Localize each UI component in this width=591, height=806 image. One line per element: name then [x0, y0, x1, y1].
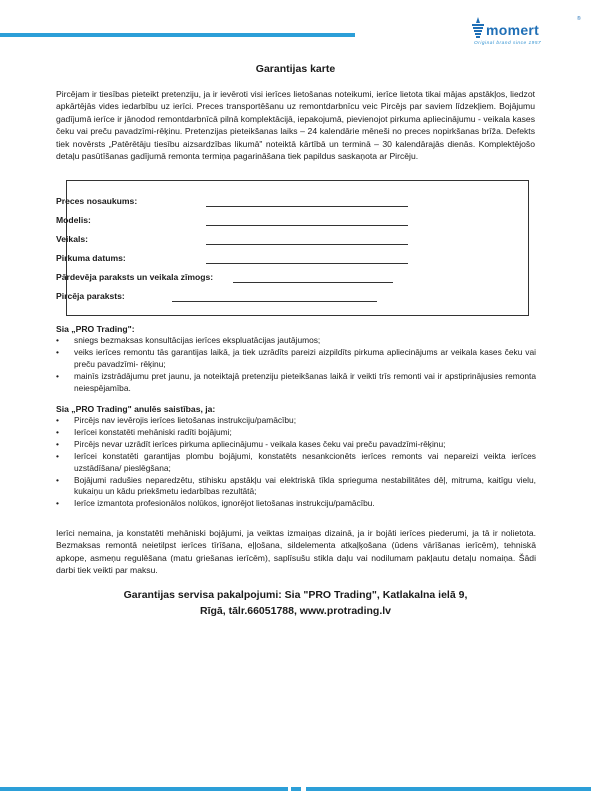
obligations-title: Sia „PRO Trading": — [56, 324, 135, 334]
bullet-icon: • — [56, 426, 59, 437]
intro-paragraph: Pircējam ir tiesības pieteikt pretenziju, ja ir ievēroti visi ierīces lietošanas noteikumi, ierīce lietota tikai mājas apstākļos, liedzot apkārtējās vides iedarbību uz ierīci. Preces transportēšanu uz remontdarbnīcu veic Pircējs par saviem līdzekļiem. Bojājumu gadījumā ierīce ir jānodod remontdarbnīcā pilnā komplektācijā, iepakojumā, pievienojot pirkuma apliecinājumu - veikala kases čeku vai preču pavadzīmi-rēķinu. Pretenzijas pieteikšanas laiks – 24 kalendārie mēneši no preces nopirkšanas brīža. Defekts tiek novērsts „Patērētāju tiesību aizsardzības likumā" noteiktā kārtībā un terminā – 30 kalendārajās dienās. Komplektējošo detaļu pasūtīšanas gadījumā remonta termiņa pagarināšana tiek papildus saskaņota ar Pircēju. — [56, 89, 535, 162]
form-label-purchase-date: Pirkuma datums: — [56, 253, 126, 263]
outro-paragraph: Ierīci nemaina, ja konstatēti mehāniski bojājumi, ja veiktas izmaiņas dizainā, ja ir bojāti ierīces piederumi, ja tā ir nolietota. Bezmaksas remontā neietilpst ierīces tīrīšana, eļļošana, sildelementa atkaļķošana (ūdens vārīšanas ierīcēm), tehniskā apkope, asmeņu regulēšana (matu griešanas ierīcēm), saplīsušu stikla daļu vai nodilumam pakļautu detaļu nomaiņa. Šādi darbi tiek veikti par maksu. — [56, 528, 536, 575]
bullet-icon: • — [56, 438, 59, 449]
bullet-icon: • — [56, 335, 59, 345]
list-item: • Ierīcei konstatēti mehāniski radīti bojājumi; — [56, 426, 232, 437]
logo-wordmark: momert — [486, 22, 540, 38]
bottom-accent-bar-left — [0, 787, 288, 791]
cancellation-title: Sia „PRO Trading" anulēs saistības, ja: — [56, 404, 216, 414]
brand-logo — [470, 14, 584, 52]
company-obligations — [56, 323, 536, 395]
form-label-store: Veikals: — [56, 234, 89, 244]
service-line-1: Garantijas servisa pakalpojumi: Sia "PRO Trading", Katlakalna ielā 9, — [123, 589, 468, 601]
warranty-form-box — [56, 180, 529, 316]
page-title: Garantijas karte — [255, 63, 336, 75]
top-accent-bar — [0, 33, 355, 37]
seller-signature-field[interactable] — [233, 282, 393, 283]
list-item: • sniegs bezmaksas konsultācijas ierīces ekspluatācijas jautājumos; — [56, 335, 321, 345]
form-row-buyer-signature — [56, 291, 528, 305]
form-row-seller-signature — [56, 272, 528, 286]
list-item: • Ierīcei konstatēti garantijas plombu bojājumi, konstatēts nesankcionēts ierīces remonts vai nepareizi veikta ierīces uzstādīšana/ pieslēgšana; — [56, 450, 536, 473]
form-row-purchase-date — [56, 253, 528, 267]
list-item: • mainīs izstrādājumu pret jaunu, ja noteiktajā pretenziju pieteikšanas laikā ir veikti trīs remonti vai ir apstiprinājusies remonta neiespējamība. — [56, 370, 536, 393]
bottom-accent-bar-dash — [291, 787, 301, 791]
bullet-icon: • — [56, 474, 59, 485]
bullet-icon: • — [56, 370, 59, 381]
product-name-field[interactable] — [206, 206, 408, 207]
form-label-buyer-signature: Pircēja paraksts: — [56, 291, 125, 301]
service-line-2: Rīgā, tālr.66051788, www.protrading.lv — [199, 604, 391, 617]
list-item: • veiks ierīces remontu tās garantijas laikā, ja tiek uzrādīts pareizi aizpildīts pirkuma apliecinājums ar veikala kases čeku vai preču pavadzīmi- rēķinu; — [56, 346, 536, 369]
bullet-icon: • — [56, 415, 59, 425]
obligations-list — [56, 335, 536, 395]
cancellation-conditions — [56, 403, 536, 510]
logo-tower-icon — [470, 17, 486, 39]
store-field[interactable] — [206, 244, 408, 245]
form-label-product-name: Preces nosaukums: — [56, 196, 138, 206]
bottom-accent-bar-right — [306, 787, 591, 791]
form-row-product-name — [56, 196, 528, 210]
bullet-icon: • — [56, 498, 59, 509]
service-contact — [0, 588, 591, 619]
logo-tagline: Original brand since 1957 — [474, 41, 542, 46]
purchase-date-field[interactable] — [206, 263, 408, 264]
bullet-icon: • — [56, 346, 59, 357]
logo-registered-mark: ® — [577, 16, 581, 22]
list-item: • Pircējs nav ievērojis ierīces lietošanas instrukciju/pamācību; — [56, 415, 297, 425]
list-item: • Ierīce izmantota profesionālos nolūkos, ignorējot lietošanas instrukciju/pamācību. — [56, 498, 375, 509]
buyer-signature-field[interactable] — [172, 301, 377, 302]
bullet-icon: • — [56, 450, 59, 461]
form-label-model: Modelis: — [56, 215, 91, 225]
form-row-model — [56, 215, 528, 229]
form-label-seller-signature: Pārdevēja paraksts un veikala zīmogs: — [56, 272, 214, 282]
list-item: • Pircējs nevar uzrādīt ierīces pirkuma apliecinājumu - veikala kases čeku vai preču pavadzīmi-rēķinu; — [56, 438, 446, 449]
list-item: • Bojājumi radušies neparedzētu, stihisku apstākļu vai elektriskā tīkla sprieguma nestabilitātes dēļ, mitruma, kaitīgu vielu, kukaiņu un kādu priekšmetu iedarbības rezultātā; — [56, 474, 536, 497]
form-row-store — [56, 234, 528, 248]
model-field[interactable] — [206, 225, 408, 226]
cancellation-list — [56, 415, 536, 510]
